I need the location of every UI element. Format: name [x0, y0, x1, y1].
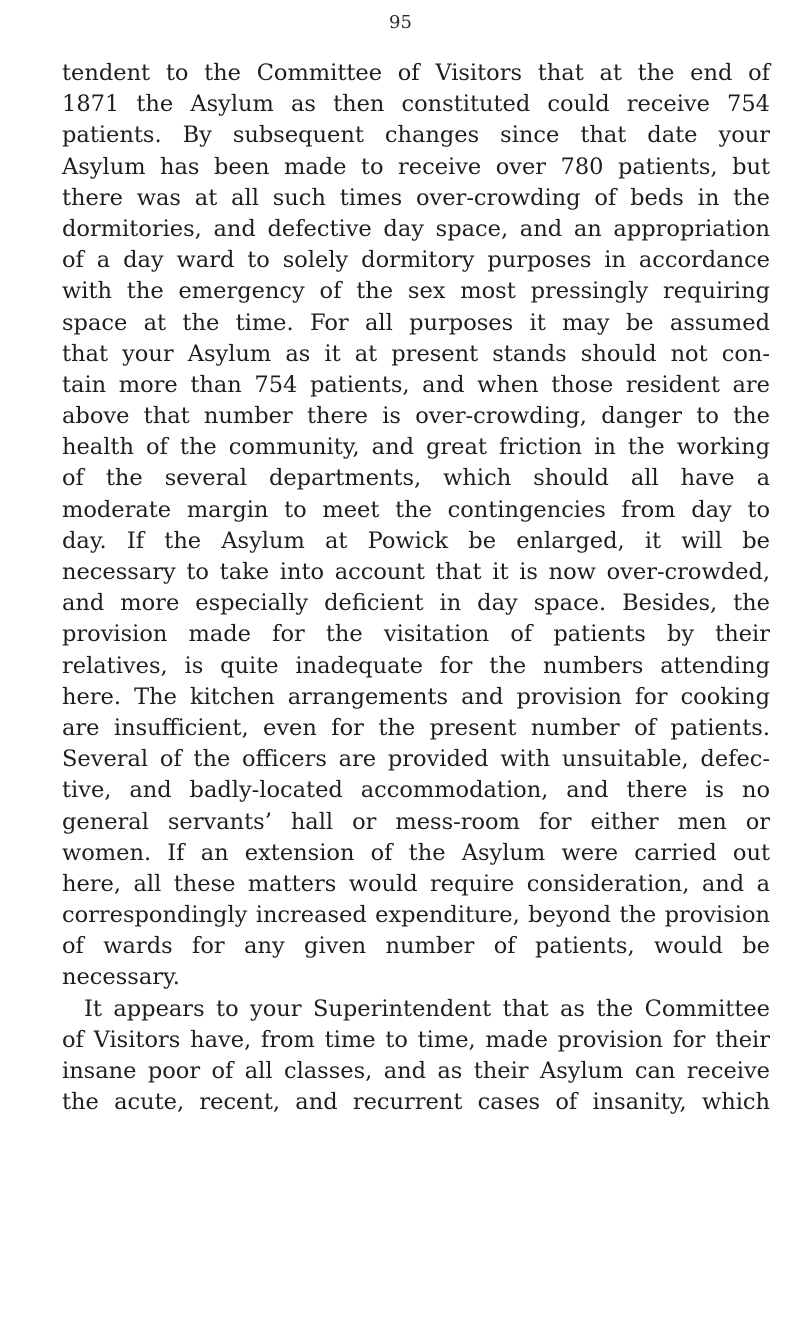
text-line: there was at all such times over-crowding of beds in the: [62, 184, 770, 211]
text-line: of the several departments, which should all have a: [62, 465, 770, 492]
text-line: 1871 the Asylum as then constituted could receive 754: [62, 91, 770, 118]
text-line: of a day ward to solely dormitory purposes in accordance: [62, 247, 770, 274]
text-line: here. The kitchen arrangements and provision for cooking: [62, 683, 770, 710]
text-line: general servants’ hall or mess-room for either men or: [62, 808, 770, 835]
text-line: necessary.: [62, 964, 180, 991]
paragraph-1: [62, 58, 770, 994]
text-line: insane poor of all classes, and as their Asylum can receive: [62, 1058, 770, 1084]
text-line: Asylum has been made to receive over 780 patients, but: [62, 153, 770, 180]
text-line: tive, and badly-located accommodation, and there is no: [62, 777, 770, 804]
text-line: space at the time. For all purposes it may be assumed: [62, 309, 770, 336]
text-line: health of the community, and great friction in the working: [62, 434, 770, 461]
text-line: above that number there is over-crowding, danger to the: [62, 403, 770, 430]
text-line: relatives, is quite inadequate for the numbers attending: [62, 652, 770, 679]
text-line: It appears to your Superintendent that as the Committee: [84, 995, 770, 1022]
text-line: provision made for the visitation of patients by their: [62, 621, 770, 648]
body-text: [62, 58, 770, 1118]
text-line: dormitories, and defective day space, and an appropriation: [62, 215, 770, 242]
text-line: tain more than 754 patients, and when those resident are: [62, 371, 770, 398]
text-line: are insufficient, even for the present number of patients.: [62, 714, 770, 741]
text-line: day. If the Asylum at Powick be enlarged, it will be: [62, 527, 770, 554]
text-line: that your Asylum as it at present stands should not con-: [62, 340, 770, 367]
text-line: with the emergency of the sex most pressingly requiring: [62, 278, 770, 305]
text-line: patients. By subsequent changes since that date your: [62, 122, 770, 149]
text-line: correspondingly increased expenditure, beyond the provision: [62, 902, 770, 929]
text-line: necessary to take into account that it is now over-crowded,: [62, 559, 770, 585]
text-line: moderate margin to meet the contingencies from day to: [62, 496, 770, 523]
page-number: 95: [389, 12, 412, 33]
text-line: tendent to the Committee of Visitors that at the end of: [62, 60, 770, 86]
text-line: the acute, recent, and recurrent cases of insanity, which: [62, 1089, 770, 1116]
text-line: and more especially deficient in day space. Besides, the: [62, 590, 770, 617]
text-line: here, all these matters would require consideration, and a: [62, 870, 770, 897]
text-line: women. If an extension of the Asylum were carried out: [62, 839, 770, 866]
text-line: Several of the officers are provided with unsuitable, defec-: [62, 746, 770, 773]
text-line: of wards for any given number of patients, would be: [62, 933, 770, 960]
text-line: of Visitors have, from time to time, made provision for their: [62, 1026, 770, 1053]
paragraph-2: [62, 994, 770, 1119]
